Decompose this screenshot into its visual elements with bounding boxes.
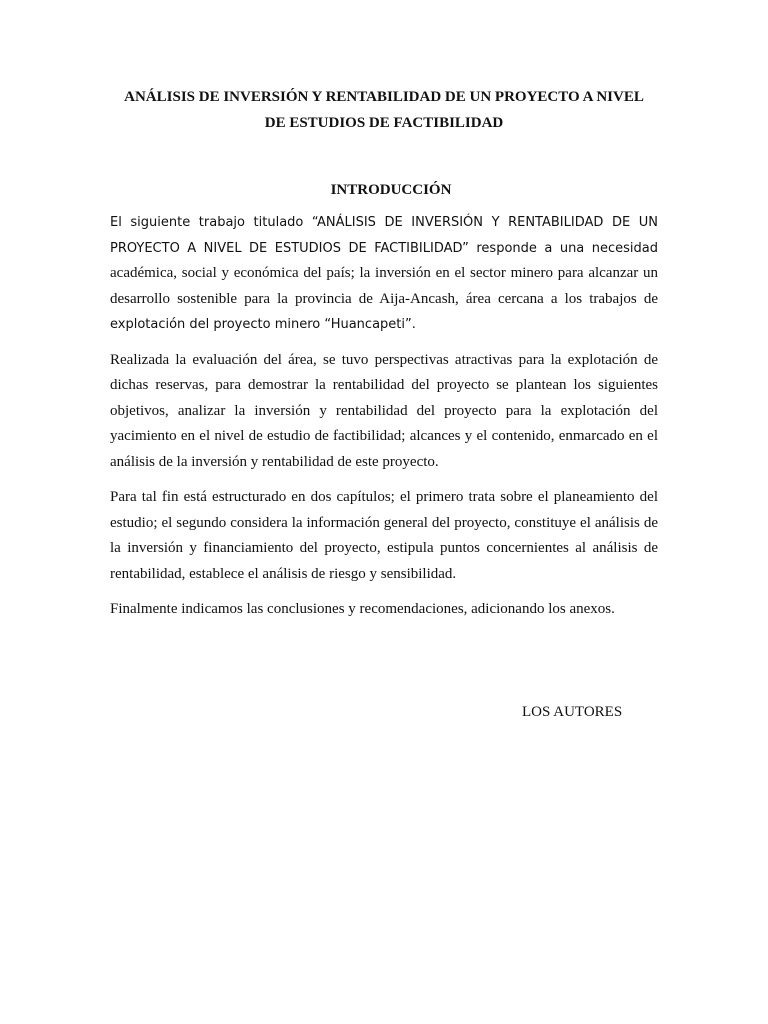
paragraph-1-middle: académica, social y económica del país; la inversión en el sector minero para alcanzar un desarrollo sostenible para la provincia de Aija-Ancash, área cercana a los trabajos de (110, 265, 658, 307)
paragraph-3: Para tal fin está estructurado en dos capítulos; el primero trata sobre el planeamiento del estudio; el segundo considera la información general del proyecto, constituye el análisis de la inversión y financiamiento del proyecto, estipula puntos concernientes al análisis de rentabilidad, establece el análisis de riesgo y sensibilidad. (110, 489, 658, 582)
paragraph-1-tail: explotación del proyecto minero “Huancapeti”. (110, 317, 416, 332)
paragraph-2: Realizada la evaluación del área, se tuvo perspectivas atractivas para la explotación de dichas reservas, para demostrar la rentabilidad del proyecto se plantean los siguientes objetivos, analizar la inversión y rentabilidad del proyecto para la explotación del yacimiento en el nivel de estudio de factibilidad; alcances y el contenido, enmarcado en el análisis de la inversión y rentabilidad de este proyecto. (110, 351, 658, 470)
section-heading: INTRODUCCIÓN (330, 182, 452, 198)
document-title (96, 84, 672, 136)
paragraph-4: Finalmente indicamos las conclusiones y recomendaciones, adicionando los anexos. (110, 601, 615, 617)
signature: LOS AUTORES (522, 704, 623, 720)
document-title-line-1: ANÁLISIS DE INVERSIÓN Y RENTABILIDAD DE UN PROYECTO A NIVEL (124, 89, 644, 105)
document-title-line-2: DE ESTUDIOS DE FACTIBILIDAD (264, 115, 504, 131)
document-body (110, 210, 658, 633)
paragraph-1-lead: El siguiente trabajo titulado “ANÁLISIS DE INVERSIÓN Y RENTABILIDAD DE UN PROYECTO A NIVEL DE ESTUDIOS DE FACTIBILIDAD” responde a una necesidad (110, 215, 658, 256)
paragraph-1 (110, 210, 658, 338)
